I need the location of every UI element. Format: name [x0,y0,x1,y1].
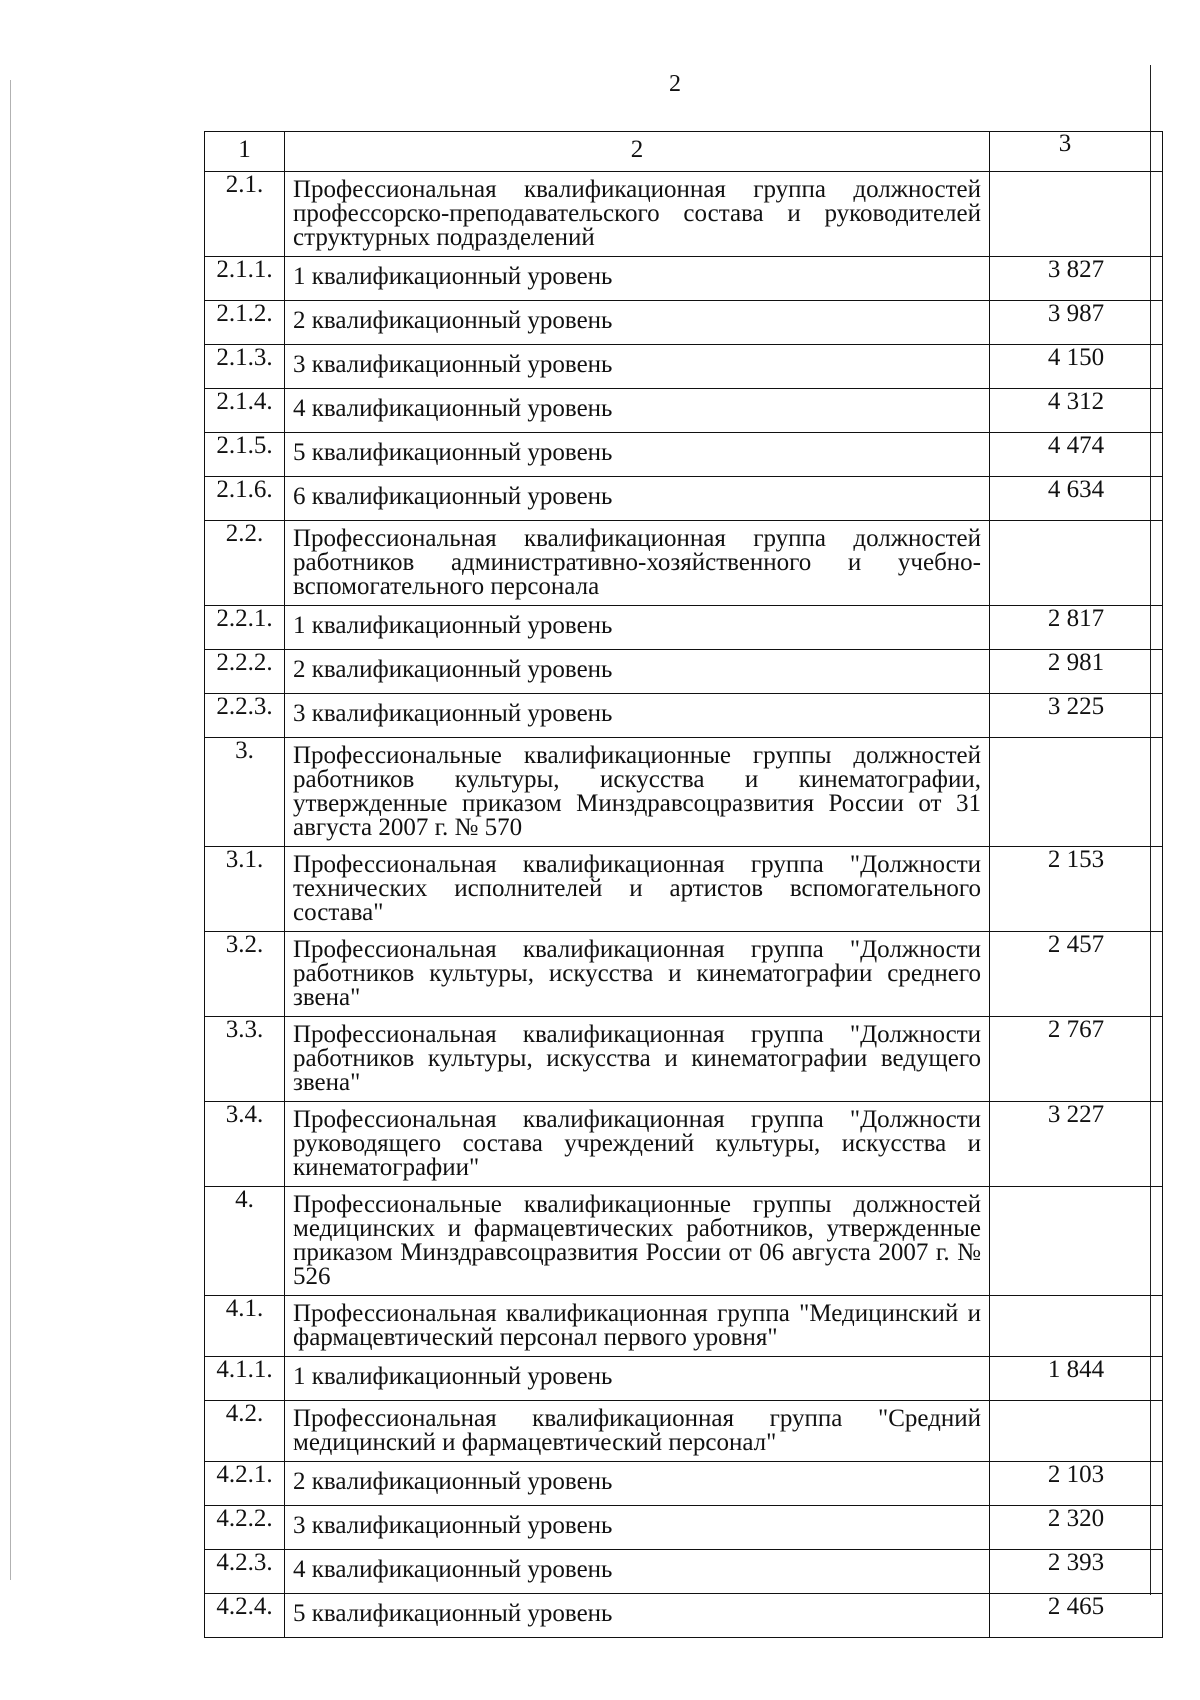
row-number: 3. [205,738,285,847]
row-number: 2.2. [205,521,285,606]
row-number: 4.2.3. [205,1550,285,1594]
table-row [205,301,1163,345]
row-description: 4 квалификационный уровень [285,1550,990,1594]
row-description: 3 квалификационный уровень [285,345,990,389]
row-description: 5 квалификационный уровень [285,433,990,477]
table-row [205,477,1163,521]
row-value: 2 981 [990,650,1163,694]
row-value: 4 634 [990,477,1163,521]
row-number: 3.3. [205,1017,285,1102]
row-value: 3 225 [990,694,1163,738]
row-description: 3 квалификационный уровень [285,694,990,738]
row-description: Профессиональные квалификационные группы должностей работников культуры, искусства и кинематографии, утвержденные приказом Минздравсоцразвития России от 31 августа 2007 г. № 570 [285,738,990,847]
row-number: 4.1. [205,1296,285,1357]
table-row [205,389,1163,433]
row-description: Профессиональная квалификационная группа "Средний медицинский и фармацевтический персонал" [285,1401,990,1462]
table-row [205,1357,1163,1401]
page-number: 2 [669,71,681,97]
row-description: 2 квалификационный уровень [285,650,990,694]
row-number: 2.1.1. [205,257,285,301]
row-description: 6 квалификационный уровень [285,477,990,521]
table-row [205,433,1163,477]
row-description: 5 квалификационный уровень [285,1594,990,1638]
row-value: 4 312 [990,389,1163,433]
row-description: 1 квалификационный уровень [285,606,990,650]
row-description: Профессиональные квалификационные группы должностей медицинских и фармацевтических работников, утвержденные приказом Минздравсоцразвития России от 06 августа 2007 г. № 526 [285,1187,990,1296]
table-row [205,847,1163,932]
row-description: 1 квалификационный уровень [285,257,990,301]
row-description: Профессиональная квалификационная группа "Должности работников культуры, искусства и кинематографии среднего звена" [285,932,990,1017]
row-value [990,521,1163,606]
table-row [205,1102,1163,1187]
row-description: 2 квалификационный уровень [285,1462,990,1506]
row-number: 3.1. [205,847,285,932]
table-row [205,257,1163,301]
row-description: Профессиональная квалификационная группа "Должности работников культуры, искусства и кинематографии ведущего звена" [285,1017,990,1102]
table-row [205,521,1163,606]
row-number: 2.2.3. [205,694,285,738]
row-number: 4.2.2. [205,1506,285,1550]
row-value [990,1401,1163,1462]
table-row [205,1017,1163,1102]
row-value: 1 844 [990,1357,1163,1401]
header-col-1: 1 [205,132,285,172]
table-row [205,694,1163,738]
table-row [205,1594,1163,1638]
table-row [205,738,1163,847]
row-description: Профессиональная квалификационная группа должностей работников административно-хозяйственного и учебно-вспомогательного персонала [285,521,990,606]
table-row [205,172,1163,257]
header-col-3: 3 [990,132,1163,172]
row-value: 4 474 [990,433,1163,477]
table-row [205,650,1163,694]
row-number: 2.1.3. [205,345,285,389]
row-description: Профессиональная квалификационная группа "Медицинский и фармацевтический персонал первого уровня" [285,1296,990,1357]
row-value: 2 457 [990,932,1163,1017]
row-description: Профессиональная квалификационная группа "Должности технических исполнителей и артистов вспомогательного состава" [285,847,990,932]
table-row [205,1550,1163,1594]
row-number: 2.2.2. [205,650,285,694]
table-row [205,932,1163,1017]
row-value: 4 150 [990,345,1163,389]
row-description: 3 квалификационный уровень [285,1506,990,1550]
row-value: 3 987 [990,301,1163,345]
row-number: 4.2. [205,1401,285,1462]
row-description: 4 квалификационный уровень [285,389,990,433]
row-number: 4.2.4. [205,1594,285,1638]
row-number: 2.1.2. [205,301,285,345]
row-number: 4.1.1. [205,1357,285,1401]
row-value [990,738,1163,847]
row-number: 2.1. [205,172,285,257]
row-number: 2.1.4. [205,389,285,433]
row-value: 2 393 [990,1550,1163,1594]
row-value: 2 817 [990,606,1163,650]
table-row [205,345,1163,389]
salary-table [204,131,1163,1638]
row-value: 2 153 [990,847,1163,932]
row-number: 2.1.6. [205,477,285,521]
row-number: 4. [205,1187,285,1296]
table-row [205,606,1163,650]
row-value [990,172,1163,257]
table-row [205,1296,1163,1357]
row-value: 3 227 [990,1102,1163,1187]
row-description: Профессиональная квалификационная группа должностей профессорско-преподавательского состава и руководителей структурных подразделений [285,172,990,257]
row-description: 1 квалификационный уровень [285,1357,990,1401]
scan-edge-line [10,80,11,1580]
row-value [990,1296,1163,1357]
row-value: 3 827 [990,257,1163,301]
row-number: 2.2.1. [205,606,285,650]
table-row [205,1401,1163,1462]
row-value: 2 103 [990,1462,1163,1506]
table-header-row [205,132,1163,172]
row-description: 2 квалификационный уровень [285,301,990,345]
table-row [205,1187,1163,1296]
row-number: 3.4. [205,1102,285,1187]
row-number: 3.2. [205,932,285,1017]
header-col-2: 2 [285,132,990,172]
table-row [205,1506,1163,1550]
table-row [205,1462,1163,1506]
row-value: 2 465 [990,1594,1163,1638]
row-value [990,1187,1163,1296]
row-number: 2.1.5. [205,433,285,477]
row-description: Профессиональная квалификационная группа "Должности руководящего состава учреждений культуры, искусства и кинематографии" [285,1102,990,1187]
row-number: 4.2.1. [205,1462,285,1506]
row-value: 2 320 [990,1506,1163,1550]
row-value: 2 767 [990,1017,1163,1102]
